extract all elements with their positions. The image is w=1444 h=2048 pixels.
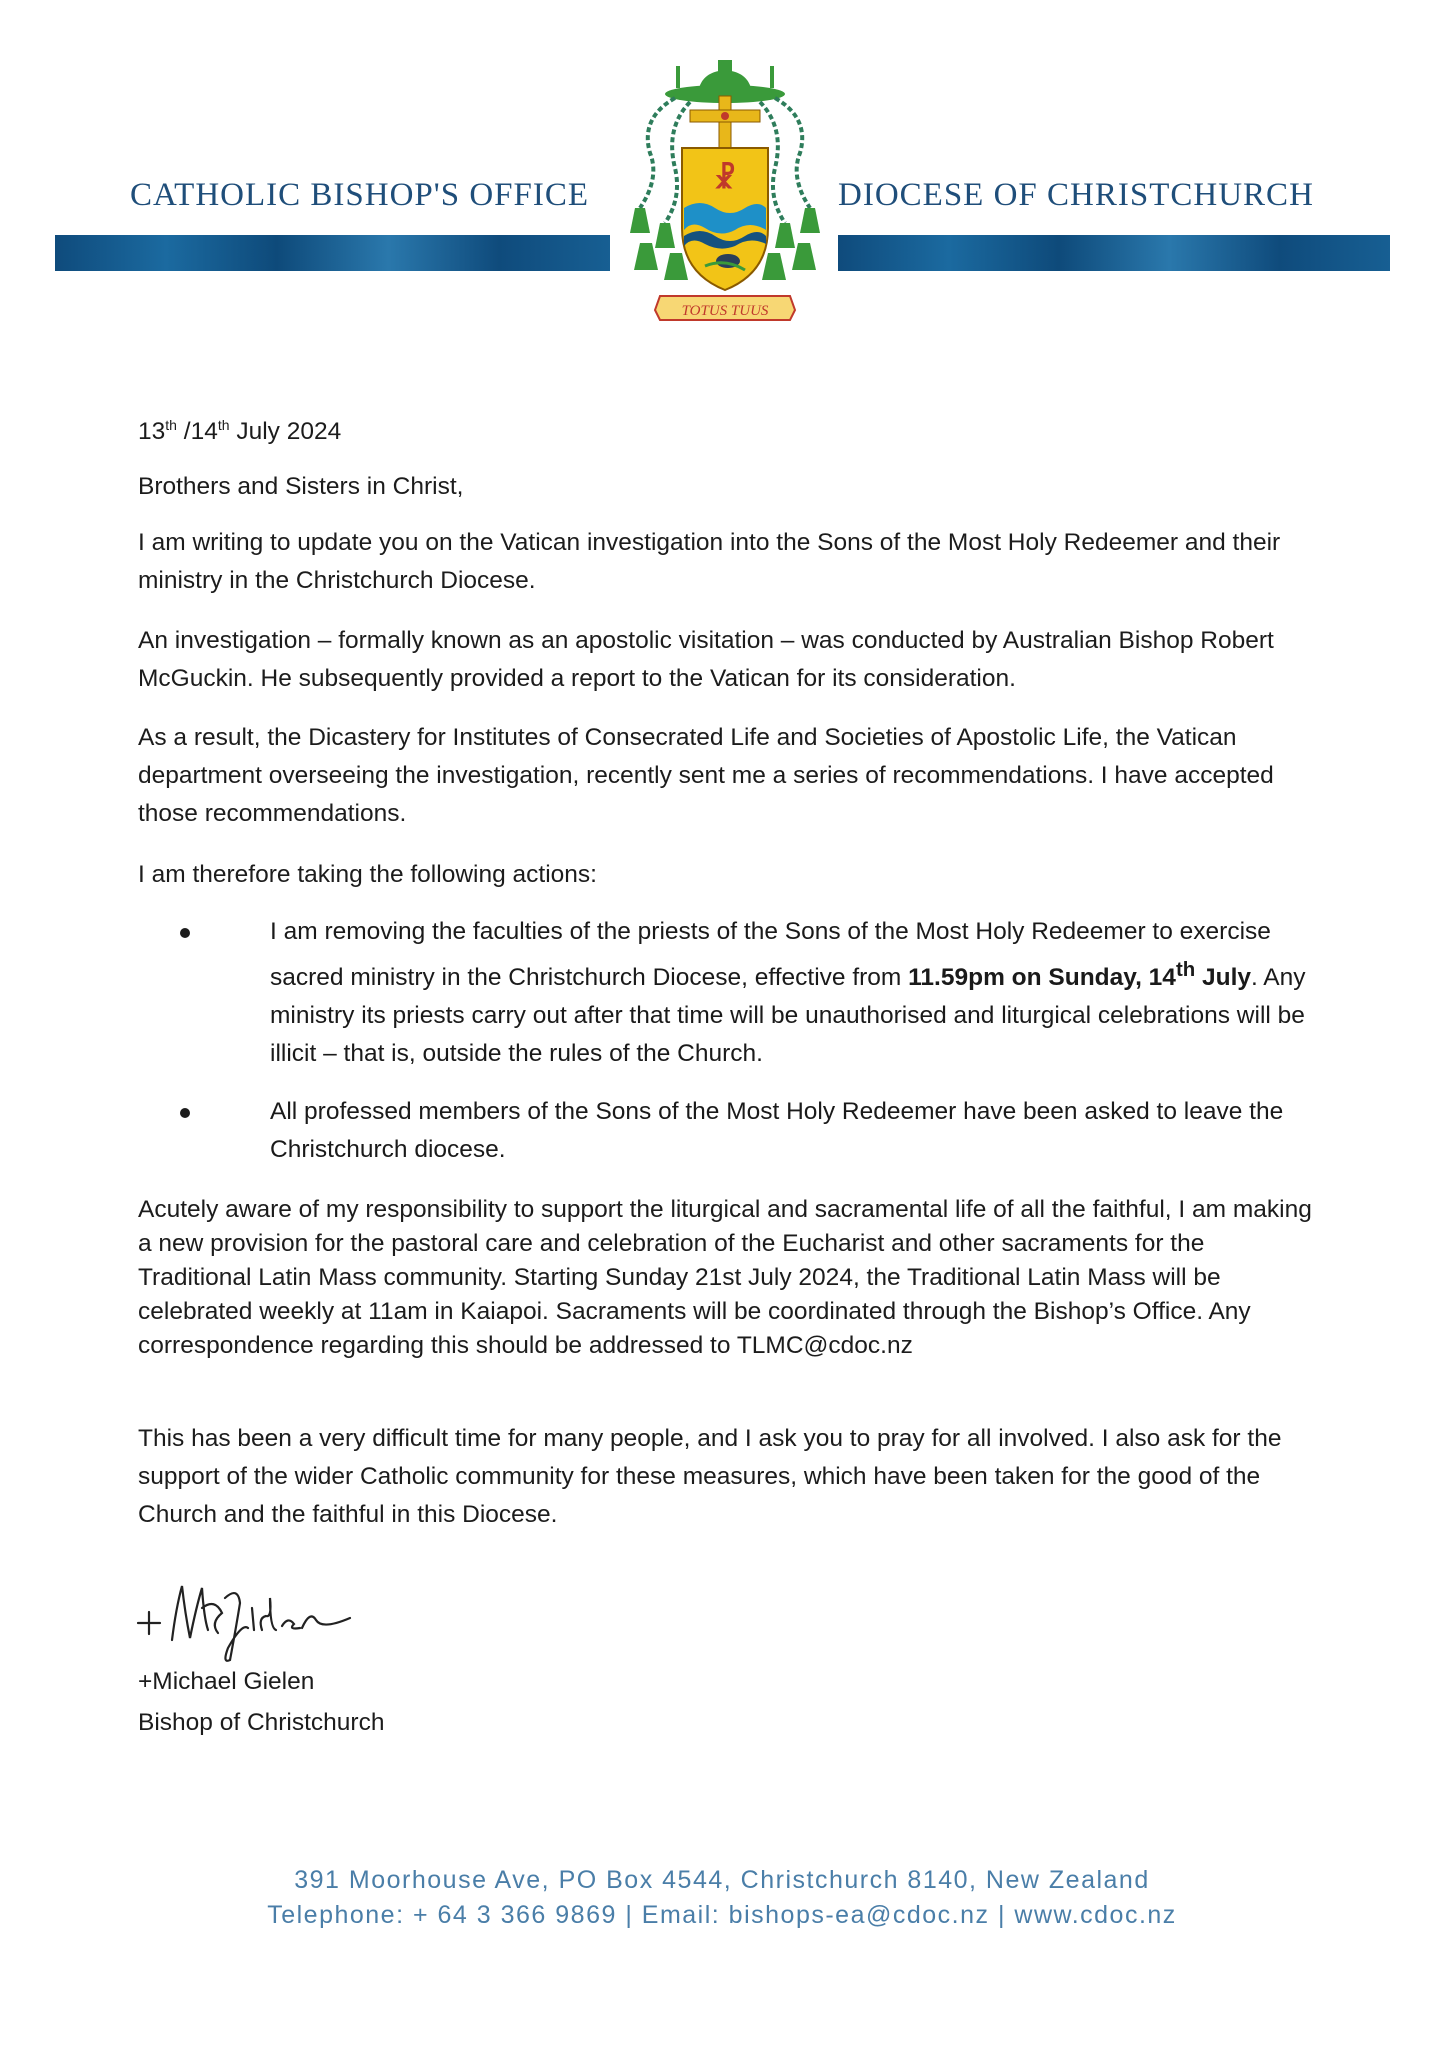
svg-text:☧: ☧	[714, 164, 736, 195]
header-band-left	[55, 235, 610, 271]
letter-date: 13th /14th July 2024	[138, 416, 342, 445]
paragraph-2: An investigation – formally known as an apostolic visitation – was conducted by Australian Bishop Robert McGuckin. He subsequently provided a report to the Vatican for its consideration.	[138, 627, 1274, 692]
handwritten-signature	[130, 1568, 360, 1668]
header-band-right	[838, 235, 1390, 271]
footer-address: 391 Moorhouse Ave, PO Box 4544, Christchurch 8140, New Zealand	[294, 1866, 1150, 1894]
signatory-title: Bishop of Christchurch	[138, 1709, 385, 1736]
salutation: Brothers and Sisters in Christ,	[138, 473, 464, 500]
coat-of-arms-logo	[620, 58, 830, 330]
footer-contact: Telephone: + 64 3 366 9869 | Email: bishops-ea@cdoc.nz | www.cdoc.nz	[267, 1901, 1177, 1929]
paragraph-1: I am writing to update you on the Vatican investigation into the Sons of the Most Holy Redeemer and their ministry in the Christchurch Diocese.	[138, 529, 1281, 594]
diocese-heading: DIOCESE OF CHRISTCHURCH	[838, 177, 1314, 213]
paragraph-5: Acutely aware of my responsibility to support the liturgical and sacramental life of all the faithful, I am making a new provision for the pastoral care and celebration of the Eucharist and other sacraments for the Traditional Latin Mass community. Starting Sunday 21st July 2024, the Traditional Latin Mass will be celebrated weekly at 11am in Kaiapoi. Sacraments will be coordinated through the Bishop’s Office. Any correspondence regarding this should be addressed to TLMC@cdoc.nz	[138, 1196, 1312, 1359]
bullet-icon	[180, 1108, 190, 1118]
paragraph-3: As a result, the Dicastery for Institutes of Consecrated Life and Societies of Apostolic Life, the Vatican department overseeing the investigation, recently sent me a series of recommendations. I have accepted those recommendations.	[138, 724, 1274, 827]
bullet-text: All professed members of the Sons of the Most Holy Redeemer have been asked to leave the Christchurch diocese.	[270, 1098, 1284, 1163]
bullet-text: I am removing the faculties of the priests of the Sons of the Most Holy Redeemer to exercise sacred ministry in the Christchurch Diocese, effective from 11.59pm on Sunday, 14th July. Any ministry its priests carry out after that time will be unauthorised and liturgical celebrations will be illicit – that is, outside the rules of the Church.	[270, 918, 1306, 1068]
paragraph-6: This has been a very difficult time for many people, and I ask you to pray for all involved. I also ask for the support of the wider Catholic community for these measures, which have been taken for the good of the Church and the faithful in this Diocese.	[138, 1425, 1282, 1528]
svg-text:TOTUS TUUS: TOTUS TUUS	[681, 303, 769, 319]
signatory-name: +Michael Gielen	[138, 1668, 315, 1695]
paragraph-4: I am therefore taking the following actions:	[138, 861, 597, 888]
bullet-icon	[180, 928, 190, 938]
office-heading: CATHOLIC BISHOP'S OFFICE	[130, 177, 590, 213]
